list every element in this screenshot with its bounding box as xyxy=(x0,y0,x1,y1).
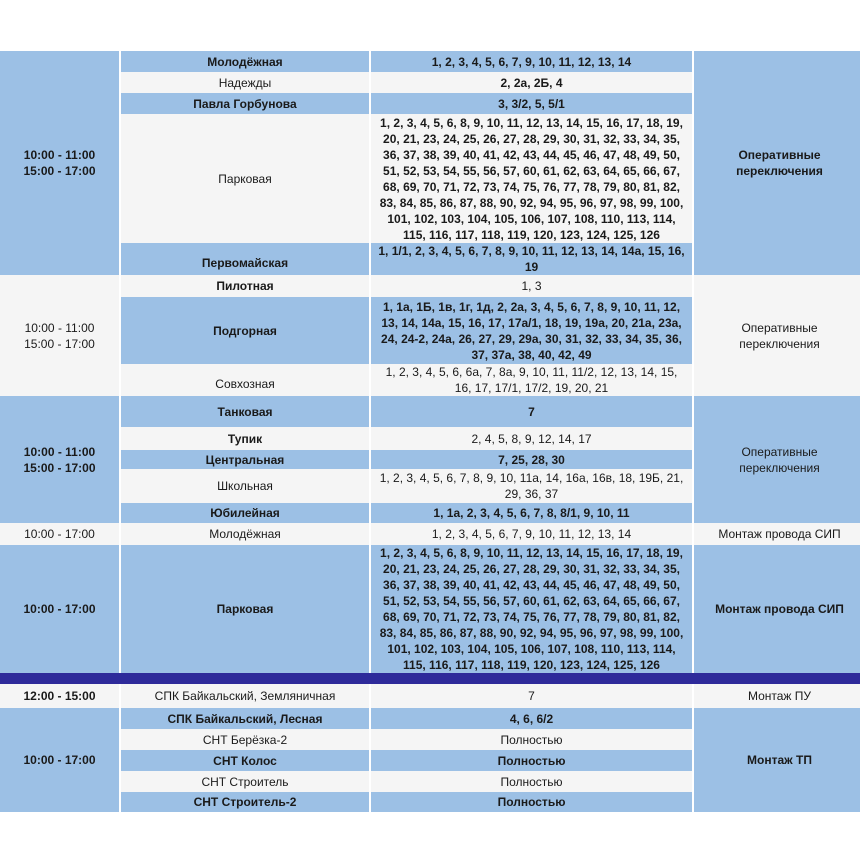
houses-cell: 1, 2, 3, 4, 5, 6, 7, 8, 9, 10, 11а, 14, 16а, 16в, 18, 19Б, 21, 29, 36, 37 xyxy=(371,469,692,503)
street-cell: Школьная xyxy=(121,469,369,503)
work-type-cell: Оперативные переключения xyxy=(694,396,860,523)
houses-cell: 1, 1а, 1Б, 1в, 1г, 1д, 2, 2а, 3, 4, 5, 6, 7, 8, 9, 10, 11, 12, 13, 14, 14а, 15, 16, 17, 17а/1, 18, 19, 19а, 20, 21а, 23а, 24, 24-2, 24а, 26, 27, 29, 29а, 30, 31, 32, 33, 34, 35, 36, 37, 37а, 38, 40, 42, 49 xyxy=(371,297,692,364)
time-cell: 10:00 - 17:00 xyxy=(0,545,119,673)
street-cell: Совхозная xyxy=(121,364,369,396)
houses-cell: 4, 6, 6/2 xyxy=(371,708,692,729)
street-cell: Молодёжная xyxy=(121,523,369,545)
houses-cell: Полностью xyxy=(371,750,692,771)
time-cell: 10:00 - 17:00 xyxy=(0,523,119,545)
table-row xyxy=(0,275,860,297)
street-cell: Юбилейная xyxy=(121,503,369,523)
time-cell: 12:00 - 15:00 xyxy=(0,684,119,708)
street-cell: Тупик xyxy=(121,427,369,450)
street-cell: СПК Байкальский, Лесная xyxy=(121,708,369,729)
street-cell: Молодёжная xyxy=(121,51,369,72)
houses-cell: 1, 2, 3, 4, 5, 6, 8, 9, 10, 11, 12, 13, 14, 15, 16, 17, 18, 19, 20, 21, 23, 24, 25, 26, 27, 28, 29, 30, 31, 32, 33, 34, 35, 36, 37, 38, 39, 40, 41, 42, 43, 44, 45, 46, 47, 48, 49, 50, 51, 52, 53, 54, 55, 56, 57, 60, 61, 62, 63, 64, 65, 66, 67, 68, 69, 70, 71, 72, 73, 74, 75, 76, 77, 78, 79, 80, 81, 82, 83, 84, 85, 86, 87, 88, 90, 92, 94, 95, 96, 97, 98, 99, 100, 101, 102, 103, 104, 105, 106, 107, 108, 110, 113, 114, 115, 116, 117, 118, 119, 120, 123, 124, 125, 126 xyxy=(371,545,692,673)
street-cell: СНТ Колос xyxy=(121,750,369,771)
street-cell: Танковая xyxy=(121,396,369,427)
houses-cell: 7 xyxy=(371,396,692,427)
work-type-cell: Оперативные переключения xyxy=(694,275,860,396)
street-cell: СНТ Строитель-2 xyxy=(121,792,369,812)
houses-cell: Полностью xyxy=(371,729,692,750)
street-cell: СПК Байкальский, Земляничная xyxy=(121,684,369,708)
houses-cell: Полностью xyxy=(371,792,692,812)
table-row xyxy=(0,708,860,729)
work-type-cell: Монтаж ТП xyxy=(694,708,860,812)
houses-cell: Полностью xyxy=(371,771,692,792)
houses-cell: 1, 3 xyxy=(371,275,692,297)
houses-cell: 3, 3/2, 5, 5/1 xyxy=(371,93,692,114)
street-cell: СНТ Берёзка-2 xyxy=(121,729,369,750)
time-cell: 10:00 - 11:00 15:00 - 17:00 xyxy=(0,275,119,396)
table-row xyxy=(0,684,860,708)
street-cell: Парковая xyxy=(121,114,369,243)
work-type-cell: Оперативные переключения xyxy=(694,51,860,275)
street-cell: СНТ Строитель xyxy=(121,771,369,792)
street-cell: Парковая xyxy=(121,545,369,673)
work-type-cell: Монтаж провода СИП xyxy=(694,545,860,673)
houses-cell: 1, 1а, 2, 3, 4, 5, 6, 7, 8, 8/1, 9, 10, 11 xyxy=(371,503,692,523)
table-row xyxy=(0,396,860,427)
houses-cell: 7, 25, 28, 30 xyxy=(371,450,692,469)
street-cell: Надежды xyxy=(121,72,369,93)
houses-cell: 7 xyxy=(371,684,692,708)
street-cell: Пилотная xyxy=(121,275,369,297)
time-cell: 10:00 - 17:00 xyxy=(0,708,119,812)
houses-cell: 1, 2, 3, 4, 5, 6, 7, 9, 10, 11, 12, 13, 14 xyxy=(371,523,692,545)
table-row xyxy=(0,545,860,673)
houses-cell: 2, 2а, 2Б, 4 xyxy=(371,72,692,93)
outage-schedule-table xyxy=(0,51,860,812)
houses-cell: 2, 4, 5, 8, 9, 12, 14, 17 xyxy=(371,427,692,450)
work-type-cell: Монтаж ПУ xyxy=(694,684,860,708)
houses-cell: 1, 2, 3, 4, 5, 6, 6а, 7, 8а, 9, 10, 11, 11/2, 12, 13, 14, 15, 16, 17, 17/1, 17/2, 19, 20, 21 xyxy=(371,364,692,396)
street-cell: Центральная xyxy=(121,450,369,469)
divider-bar xyxy=(0,673,860,684)
time-cell: 10:00 - 11:00 15:00 - 17:00 xyxy=(0,396,119,523)
street-cell: Первомайская xyxy=(121,243,369,275)
section-divider xyxy=(0,673,860,684)
houses-cell: 1, 2, 3, 4, 5, 6, 8, 9, 10, 11, 12, 13, 14, 15, 16, 17, 18, 19, 20, 21, 23, 24, 25, 26, 27, 28, 29, 30, 31, 32, 33, 34, 35, 36, 37, 38, 39, 40, 41, 42, 43, 44, 45, 46, 47, 48, 49, 50, 51, 52, 53, 54, 55, 56, 57, 60, 61, 62, 63, 64, 65, 66, 67, 68, 69, 70, 71, 72, 73, 74, 75, 76, 77, 78, 79, 80, 81, 82, 83, 84, 85, 86, 87, 88, 90, 92, 94, 95, 96, 97, 98, 99, 100, 101, 102, 103, 104, 105, 106, 107, 108, 110, 113, 114, 115, 116, 117, 118, 119, 120, 123, 124, 125, 126 xyxy=(371,114,692,243)
table-row xyxy=(0,523,860,545)
work-type-cell: Монтаж провода СИП xyxy=(694,523,860,545)
table-row xyxy=(0,51,860,72)
houses-cell: 1, 2, 3, 4, 5, 6, 7, 9, 10, 11, 12, 13, 14 xyxy=(371,51,692,72)
street-cell: Павла Горбунова xyxy=(121,93,369,114)
street-cell: Подгорная xyxy=(121,297,369,364)
time-cell: 10:00 - 11:00 15:00 - 17:00 xyxy=(0,51,119,275)
houses-cell: 1, 1/1, 2, 3, 4, 5, 6, 7, 8, 9, 10, 11, 12, 13, 14, 14а, 15, 16, 19 xyxy=(371,243,692,275)
